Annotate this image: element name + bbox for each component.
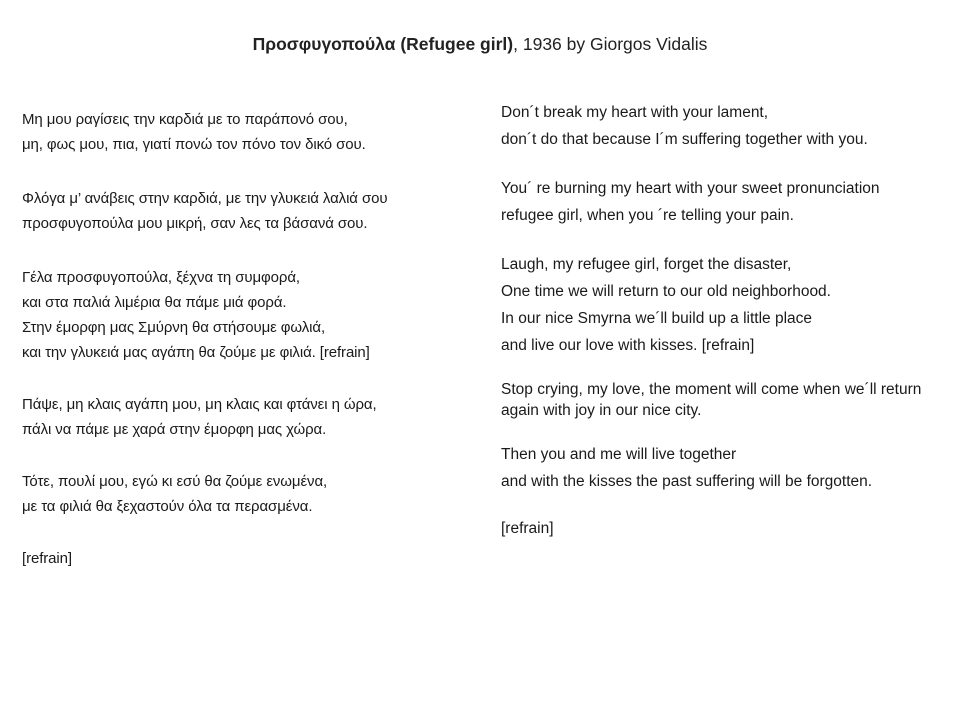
greek-line: προσφυγοπούλα μου μικρή, σαν λες τα βάσανά σου. (22, 215, 368, 232)
english-stanza-3 (501, 251, 941, 359)
greek-line: [refrain] (22, 550, 72, 567)
greek-line: με τα φιλιά θα ξεχαστούν όλα τα περασμένα. (22, 498, 313, 515)
english-stanza-1 (501, 99, 941, 153)
english-line: In our nice Smyrna we´ll build up a little place (501, 310, 813, 327)
greek-line: μη, φως μου, πια, γιατί πονώ τον πόνο τον δικό σου. (22, 136, 366, 153)
greek-line: πάλι να πάμε με χαρά στην έμορφη μας χώρα. (22, 421, 327, 438)
greek-stanza-1 (22, 107, 462, 157)
title-english: (Refugee girl) (400, 34, 514, 54)
greek-line: Γέλα προσφυγοπούλα, ξέχνα τη συμφορά, (22, 269, 300, 286)
english-line: [refrain] (501, 520, 554, 537)
greek-line: Τότε, πουλί μου, εγώ κι εσύ θα ζούμε ενωμένα, (22, 473, 328, 490)
english-stanza-4 (501, 379, 941, 421)
greek-line: Μη μου ραγίσεις την καρδιά με το παράπονό σου, (22, 111, 348, 128)
english-line: Don´t break my heart with your lament, (501, 104, 769, 121)
greek-stanza-3 (22, 265, 462, 365)
english-lyrics-column (501, 99, 941, 542)
greek-stanza-5 (22, 469, 462, 519)
english-line: and live our love with kisses. [refrain] (501, 337, 755, 354)
greek-stanza-2 (22, 186, 462, 236)
greek-line: Πάψε, μη κλαις αγάπη μου, μη κλαις και φτάνει η ώρα, (22, 396, 377, 413)
english-line: don´t do that because I´m suffering together with you. (501, 131, 868, 148)
slide-title (0, 34, 960, 55)
english-line: and with the kisses the past suffering will be forgotten. (501, 473, 873, 490)
greek-stanza-4 (22, 392, 462, 442)
english-line: You´ re burning my heart with your sweet pronunciation (501, 180, 880, 197)
english-stanza-5 (501, 441, 941, 495)
english-line: One time we will return to our old neighborhood. (501, 283, 831, 300)
greek-line: Φλόγα μ’ ανάβεις στην καρδιά, με την γλυκειά λαλιά σου (22, 190, 388, 207)
english-line: refugee girl, when you ´re telling your pain. (501, 207, 794, 224)
title-rest: , 1936 by Giorgos Vidalis (513, 34, 708, 54)
english-line: Stop crying, my love, the moment will come when we´ll return again with joy in our nice city. (501, 381, 922, 419)
title-greek: Προσφυγοπούλα (252, 34, 396, 54)
english-line: Laugh, my refugee girl, forget the disaster, (501, 256, 792, 273)
greek-lyrics-column (22, 107, 462, 571)
greek-line: και την γλυκειά μας αγάπη θα ζούμε με φιλιά. [refrain] (22, 344, 370, 361)
english-stanza-2 (501, 175, 941, 229)
greek-stanza-6 (22, 546, 462, 571)
english-line: Then you and me will live together (501, 446, 737, 463)
english-stanza-6 (501, 515, 941, 542)
greek-line: και στα παλιά λιμέρια θα πάμε μιά φορά. (22, 294, 287, 311)
greek-line: Στην έμορφη μας Σμύρνη θα στήσουμε φωλιά, (22, 319, 326, 336)
